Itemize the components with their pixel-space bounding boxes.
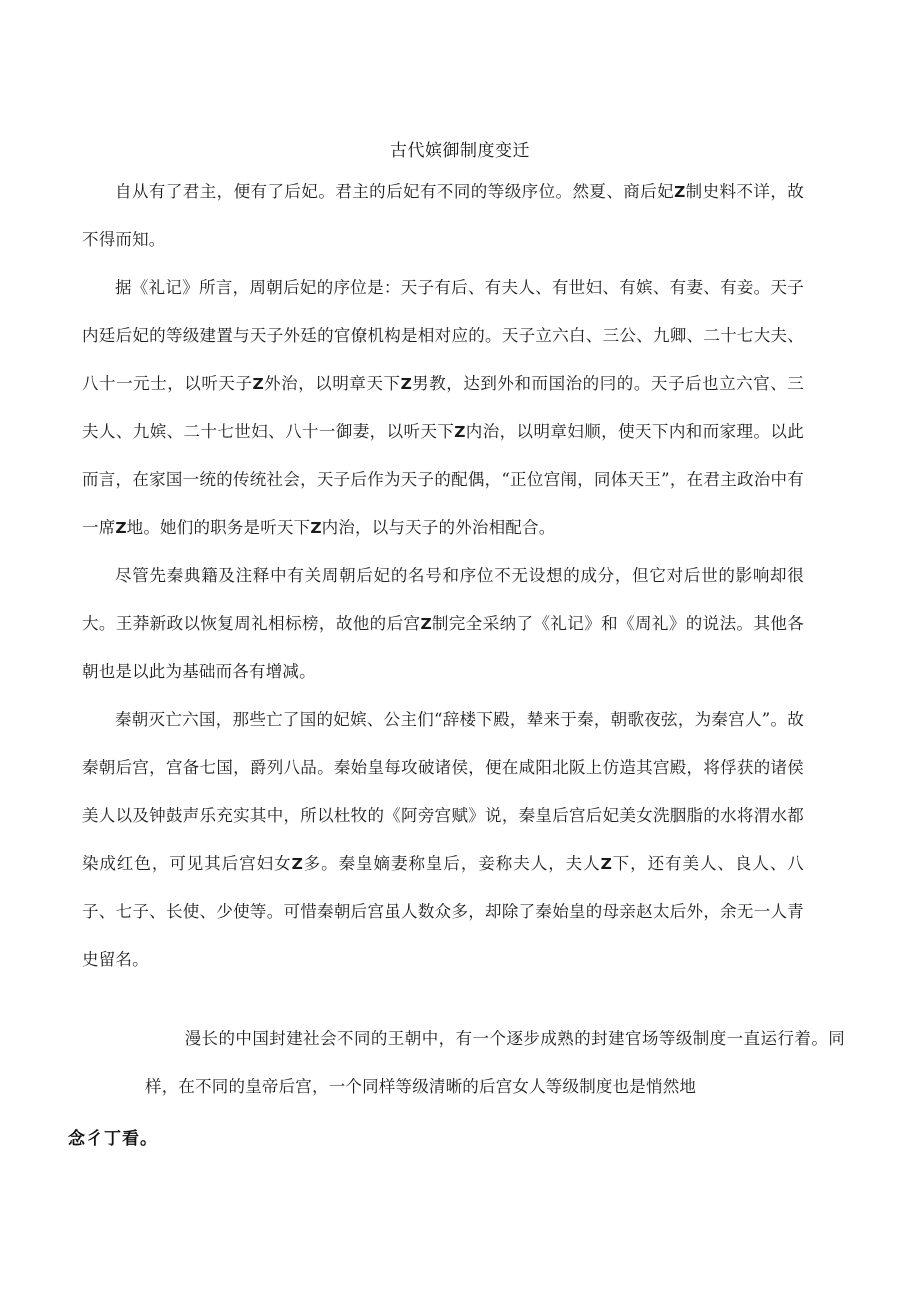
ocr-z-glyph: Z: [291, 855, 303, 873]
ocr-z-glyph: Z: [600, 855, 612, 873]
ocr-garbled-fragment: 念彳丁看。: [68, 1129, 158, 1149]
ocr-z-glyph: Z: [420, 615, 432, 633]
ocr-z-glyph: Z: [454, 423, 466, 441]
ocr-z-glyph: Z: [252, 375, 264, 393]
paragraph-1: 自从有了君主，便有了后妃。君主的后妃有不同的等级序位。然夏、商后妃Z制史料不详，故不得而知。: [82, 182, 804, 249]
document-tail-block: [145, 1015, 845, 1111]
ocr-z-glyph: Z: [400, 375, 412, 393]
document-body: [82, 168, 804, 984]
ocr-z-glyph: Z: [674, 183, 686, 201]
ocr-z-glyph: Z: [115, 519, 127, 537]
paragraph-2: 据《礼记》所言，周朝后妃的序位是：天子有后、有夫人、有世妇、有嫔、有妻、有妾。天子内廷后妃的等级建置与天子外廷的官僚机构是相对应的。天子立六白、三公、九卿、二十七大夫、八十一元士，以听天子Z外治，以明章天下Z男教，达到外和而国治的冃的。天子后也立六官、三夫人、九嫔、二十七世妇、八十一御妻，以听天下Z内治，以明章妇顺，使天下内和而家理。以此而言，在家国一统的传统社会，天子后作为天子的配偶，“正位宫闱，同体天王”，在君主政治中有一席Z地。她们的职务是听天下Z内治，以与天子的外治相配合。: [82, 278, 805, 537]
ocr-z-glyph: Z: [310, 519, 322, 537]
paragraph-5: 漫长的中国封建社会不同的王朝中，有一个逐步成熟的封建官场等级制度一直运行着。同样，在不同的皇帝后宫，一个同样等级清晰的后宫女人等级制度也是悄然地: [145, 1029, 845, 1096]
page-title: 古代嫔御制度变迁: [390, 141, 530, 162]
paragraph-4: 秦朝灭亡六国，那些亡了国的妃嫔、公主们“辞楼下殿，辇来于秦，朝歌夜弦，为秦宫人”。故秦朝后宫，宫备七国，爵列八品。秦始皇每攻破诸侯，便在咸阳北阪上仿造其宫殿，将俘获的诸侯美人以及钟鼓声乐充实其中，所以杜牧的《阿旁宫赋》说，秦皇后宫后妃美女洗胭脂的水将渭水都染成红色，可见其后宫妇女Z多。秦皇嫡妻称皇后，妾称夫人，夫人Z下，还有美人、良人、八子、七子、长使、少使等。可惜秦朝后宫虽人数众多，却除了秦始皇的母亲赵太后外，余无一人青史留名。: [82, 710, 805, 969]
paragraph-3: 尽管先秦典籍及注释中有关周朝后妃的名号和序位不无设想的成分，但它对后世的影响却很大。王莽新政以恢复周礼相标榜，故他的后宫Z制完全采纳了《礼记》和《周礼》的说法。其他各朝也是以此为基础而各有增减。: [82, 566, 804, 681]
